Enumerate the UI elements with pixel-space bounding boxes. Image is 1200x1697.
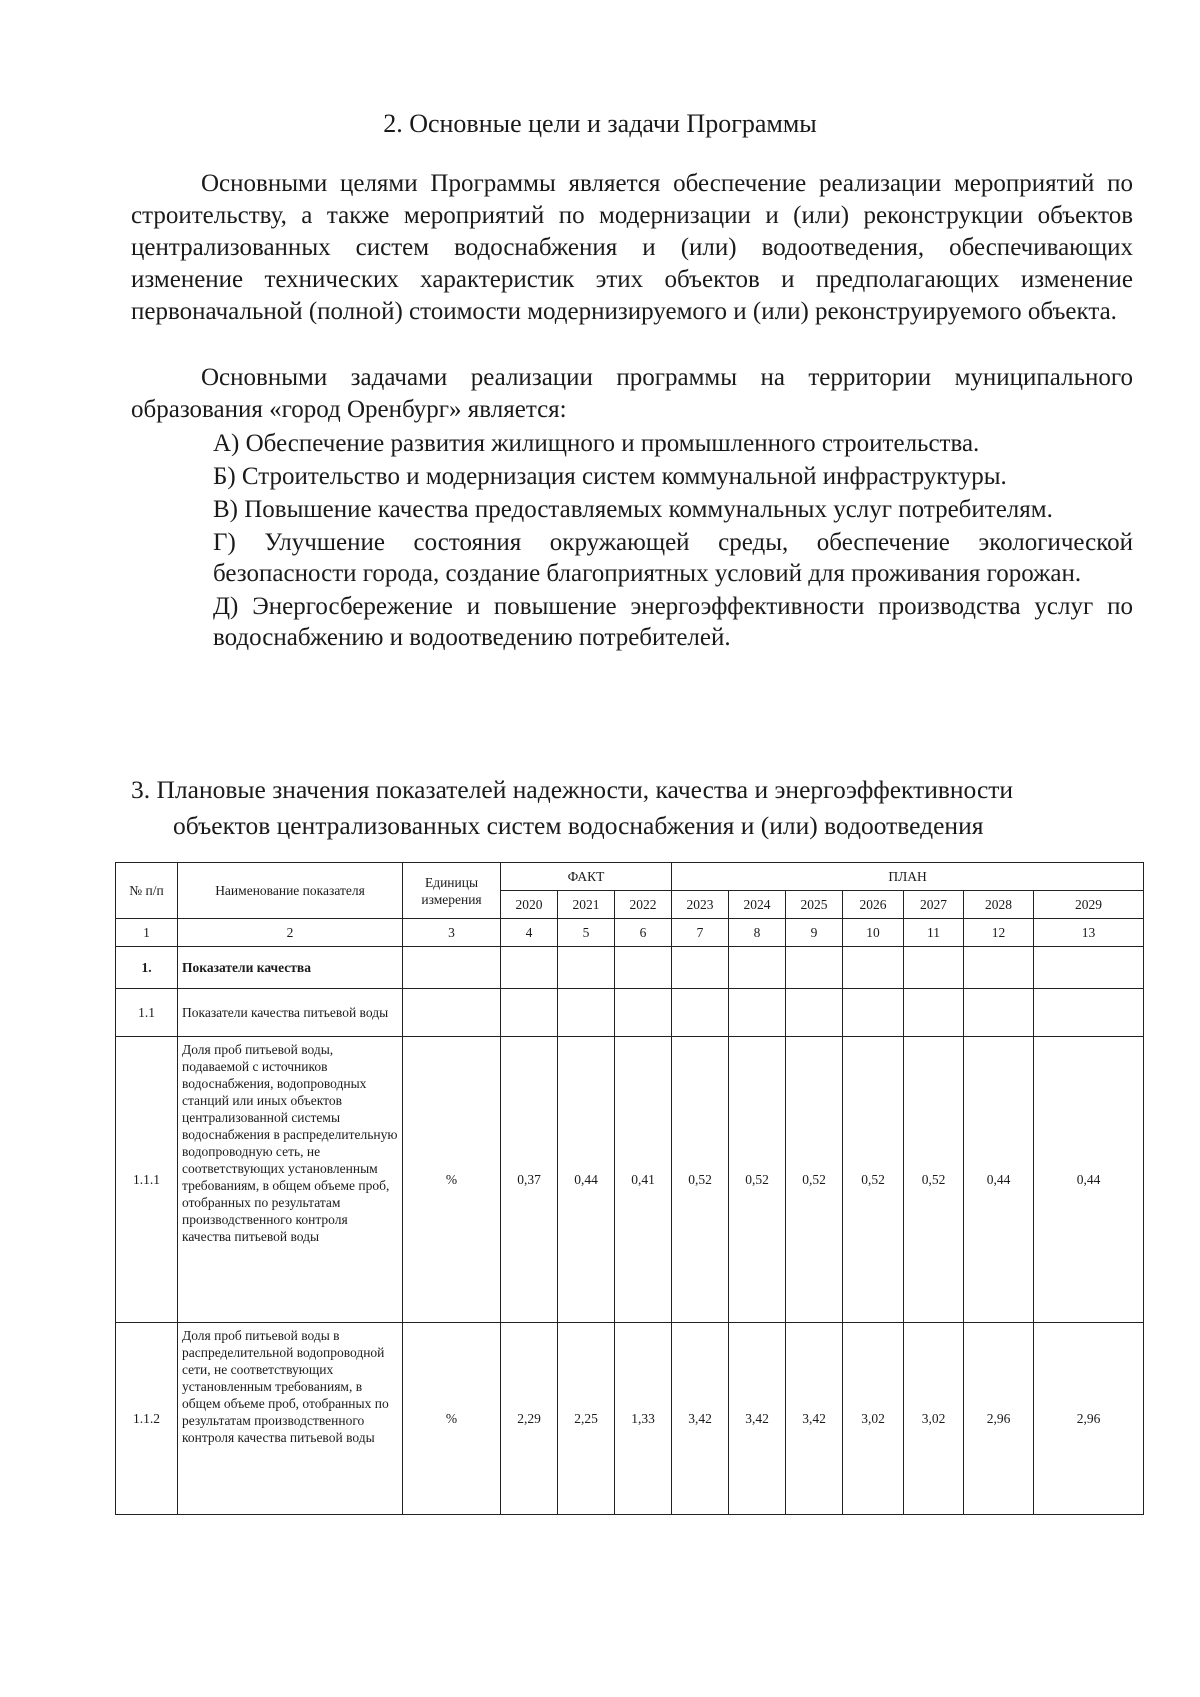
row-num: 1.: [116, 947, 178, 989]
header-year: 2027: [904, 891, 964, 919]
goals-paragraph: Основными целями Программы является обеспечение реализации мероприятий по строительству, а также мероприятий по модернизации и (или) реконструкции объектов централизованных систем водоснабжения и (или) водоотведения, обеспечивающих изменение технических характеристик этих объектов и предполагающих изменение первоначальной (полной) стоимости модернизируемого и (или) реконструируемого объекта.: [131, 170, 1133, 325]
row-value: 3,42: [786, 1323, 843, 1515]
header-year: 2024: [729, 891, 786, 919]
header-year: 2026: [843, 891, 904, 919]
row-value: [843, 989, 904, 1037]
section-3-title: [131, 772, 1141, 844]
row-value: [558, 989, 615, 1037]
table-row: [116, 1037, 1144, 1323]
row-unit: [403, 989, 501, 1037]
row-value: 2,96: [1034, 1323, 1144, 1515]
row-value: 2,96: [964, 1323, 1034, 1515]
row-value: [843, 947, 904, 989]
section-3-title-line-2: объектов централизованных систем водоснабжения и (или) водоотведения: [173, 811, 984, 840]
row-num: 1.1.1: [116, 1037, 178, 1323]
row-value: [558, 947, 615, 989]
row-value: 1,33: [615, 1323, 672, 1515]
row-value: [1034, 989, 1144, 1037]
row-name: Доля проб питьевой воды, подаваемой с источников водоснабжения, водопроводных станций или иных объектов централизованной системы водоснабжения в распределительную водопроводную сеть, не соответствующих установленным требованиям, в общем объеме проб, отобранных по результатам производственного контроля качества питьевой воды: [178, 1037, 403, 1323]
row-value: 0,44: [964, 1037, 1034, 1323]
header-num: № п/п: [116, 863, 178, 919]
row-value: 0,44: [1034, 1037, 1144, 1323]
row-value: [615, 989, 672, 1037]
header-name: Наименование показателя: [178, 863, 403, 919]
column-number: 7: [672, 919, 729, 947]
row-value: [501, 989, 558, 1037]
column-number: 8: [729, 919, 786, 947]
row-value: [786, 947, 843, 989]
row-value: [672, 989, 729, 1037]
header-year: 2022: [615, 891, 672, 919]
row-value: [904, 989, 964, 1037]
header-year: 2023: [672, 891, 729, 919]
row-value: 3,42: [672, 1323, 729, 1515]
header-fact: ФАКТ: [501, 863, 672, 891]
row-value: 3,02: [904, 1323, 964, 1515]
row-num: 1.1: [116, 989, 178, 1037]
row-value: 0,41: [615, 1037, 672, 1323]
column-number: 3: [403, 919, 501, 947]
row-value: 0,52: [729, 1037, 786, 1323]
table-row: [116, 1323, 1144, 1515]
column-number: 5: [558, 919, 615, 947]
row-unit: %: [403, 1037, 501, 1323]
header-plan: ПЛАН: [672, 863, 1144, 891]
tasks-intro-paragraph: Основными задачами реализации программы на территории муниципального образования «город Оренбург» является:: [131, 364, 1133, 423]
task-item-v: В) Повышение качества предоставляемых коммунальных услуг потребителям.: [213, 496, 1053, 523]
row-value: 0,52: [672, 1037, 729, 1323]
header-unit: Единицы измерения: [403, 863, 501, 919]
row-value: 0,44: [558, 1037, 615, 1323]
row-name: Показатели качества: [178, 947, 403, 989]
row-value: [729, 947, 786, 989]
row-value: [501, 947, 558, 989]
row-value: [964, 947, 1034, 989]
row-value: 3,02: [843, 1323, 904, 1515]
task-item-d: Д) Энергосбережение и повышение энергоэффективности производства услуг по водоснабжению и водоотведению потребителей.: [213, 593, 1133, 651]
task-item-a: А) Обеспечение развития жилищного и промышленного строительства.: [213, 430, 980, 457]
row-value: [964, 989, 1034, 1037]
tasks-list: [213, 428, 1133, 655]
row-value: 0,52: [904, 1037, 964, 1323]
header-year: 2028: [964, 891, 1034, 919]
row-value: 0,52: [786, 1037, 843, 1323]
row-value: 0,37: [501, 1037, 558, 1323]
table-row: [116, 947, 1144, 989]
header-year: 2020: [501, 891, 558, 919]
column-number: 6: [615, 919, 672, 947]
row-unit: [403, 947, 501, 989]
column-number: 1: [116, 919, 178, 947]
row-value: 3,42: [729, 1323, 786, 1515]
row-value: [1034, 947, 1144, 989]
section-2-title: 2. Основные цели и задачи Программы: [383, 109, 817, 138]
header-year: 2021: [558, 891, 615, 919]
column-number: 2: [178, 919, 403, 947]
header-year: 2025: [786, 891, 843, 919]
row-value: 2,29: [501, 1323, 558, 1515]
column-number: 9: [786, 919, 843, 947]
row-value: [672, 947, 729, 989]
row-name: Показатели качества питьевой воды: [178, 989, 403, 1037]
indicators-table: [115, 862, 1144, 1515]
table-row: [116, 989, 1144, 1037]
row-value: [904, 947, 964, 989]
column-number: 10: [843, 919, 904, 947]
row-value: 2,25: [558, 1323, 615, 1515]
section-3-title-line-1: 3. Плановые значения показателей надежности, качества и энергоэффективности: [131, 775, 1014, 804]
row-unit: %: [403, 1323, 501, 1515]
row-num: 1.1.2: [116, 1323, 178, 1515]
column-number: 4: [501, 919, 558, 947]
task-item-b: Б) Строительство и модернизация систем коммунальной инфраструктуры.: [213, 463, 1007, 490]
row-value: [786, 989, 843, 1037]
column-number: 11: [904, 919, 964, 947]
row-value: 0,52: [843, 1037, 904, 1323]
row-value: [729, 989, 786, 1037]
row-value: [615, 947, 672, 989]
header-year: 2029: [1034, 891, 1144, 919]
column-number: 13: [1034, 919, 1144, 947]
column-number: 12: [964, 919, 1034, 947]
row-name: Доля проб питьевой воды в распределительной водопроводной сети, не соответствующих установленным требованиям, в общем объеме проб, отобранных по результатам производственного контроля качества питьевой воды: [178, 1323, 403, 1515]
task-item-g: Г) Улучшение состояния окружающей среды, обеспечение экологической безопасности города, создание благоприятных условий для проживания горожан.: [213, 529, 1133, 587]
